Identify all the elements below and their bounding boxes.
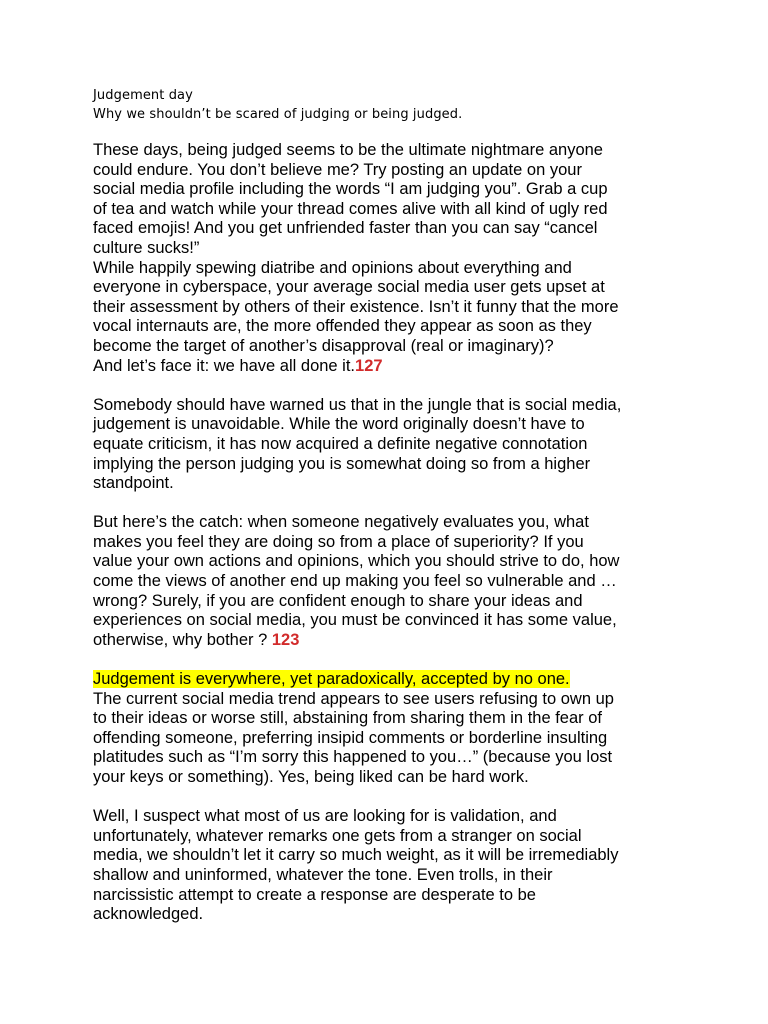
highlighted-line: [93, 670, 733, 690]
paragraph-line: media, we shouldn’t let it carry so much weight, as it will be irremediably: [93, 846, 619, 865]
paragraph-line: become the target of another’s disapproval (real or imaginary)?: [93, 336, 554, 355]
paragraph-line: acknowledged.: [93, 905, 204, 924]
paragraph-line: culture sucks!”: [93, 238, 200, 257]
document-header: [93, 86, 462, 124]
paragraph-gap: [93, 788, 733, 808]
document-body: [93, 141, 733, 925]
paragraph-line: experiences on social media, you must be convinced it has some value,: [93, 611, 617, 630]
paragraph-line: While happily spewing diatribe and opinions about everything and: [93, 258, 572, 277]
paragraph-line: your keys or something). Yes, being liked can be hard work.: [93, 768, 529, 786]
paragraph-line: faced emojis! And you get unfriended faster than you can say “cancel: [93, 219, 598, 238]
paragraph-line: to their ideas or worse still, abstaining from sharing them in the fear of: [93, 709, 602, 728]
paragraph-line: offending someone, preferring insipid comments or borderline insulting: [93, 728, 608, 747]
highlighted-sentence: Judgement is everywhere, yet paradoxically, accepted by no one.: [93, 670, 570, 689]
paragraph-gap: [93, 376, 733, 396]
paragraph-line: their assessment by others of their existence. Isn’t it funny that the more: [93, 297, 619, 316]
paragraph-line: vocal internauts are, the more offended they appear as soon as they: [93, 317, 592, 336]
paragraph-line: These days, being judged seems to be the ultimate nightmare anyone: [93, 141, 603, 159]
document-subtitle: Why we shouldn’t be scared of judging or being judged.: [93, 107, 463, 122]
reference-number: 123: [271, 630, 300, 649]
paragraph-line-text: And let’s face it: we have all done it.: [93, 356, 356, 375]
paragraph-line: everyone in cyberspace, your average social media user gets upset at: [93, 278, 605, 297]
paragraph-gap: [93, 650, 733, 670]
paragraph-line: come the views of another end up making you feel so vulnerable and …: [93, 572, 617, 591]
paragraph-line: narcissistic attempt to create a response are desperate to be: [93, 885, 536, 904]
paragraph-line: implying the person judging you is somewhat doing so from a higher: [93, 454, 591, 473]
paragraph-line: makes you feel they are doing so from a place of superiority? If you: [93, 532, 584, 551]
paragraph-line: Somebody should have warned us that in the jungle that is social media,: [93, 395, 622, 414]
paragraph-line: wrong? Surely, if you are confident enough to share your ideas and: [93, 591, 583, 610]
paragraph-line: judgement is unavoidable. While the word originally doesn’t have to: [93, 415, 585, 434]
paragraph-line: of tea and watch while your thread comes alive with all kind of ugly red: [93, 199, 608, 218]
paragraph-line: But here’s the catch: when someone negatively evaluates you, what: [93, 513, 589, 532]
paragraph-line-text: otherwise, why bother ?: [93, 630, 272, 649]
paragraph-line: could endure. You don’t believe me? Try posting an update on your: [93, 160, 582, 179]
paragraph-line: value your own actions and opinions, which you should strive to do, how: [93, 552, 620, 571]
paragraph-line: Well, I suspect what most of us are looking for is validation, and: [93, 807, 557, 826]
paragraph-line: unfortunately, whatever remarks one gets from a stranger on social: [93, 826, 582, 845]
paragraph-line: platitudes such as “I’m sorry this happened to you…” (because you lost: [93, 748, 613, 767]
paragraph-line: standpoint.: [93, 474, 174, 493]
paragraph-line: The current social media trend appears to see users refusing to own up: [93, 689, 614, 708]
paragraph-line: shallow and uninformed, whatever the tone. Even trolls, in their: [93, 865, 553, 884]
paragraph-line-with-ref: [93, 357, 733, 377]
reference-number: 127: [355, 356, 383, 375]
paragraph-gap: [93, 494, 733, 514]
document-title: Judgement day: [93, 88, 193, 103]
paragraph-line-with-ref: [93, 631, 733, 651]
paragraph-line: equate criticism, it has now acquired a definite negative connotation: [93, 434, 588, 453]
paragraph-line: social media profile including the words “I am judging you”. Grab a cup: [93, 180, 608, 199]
